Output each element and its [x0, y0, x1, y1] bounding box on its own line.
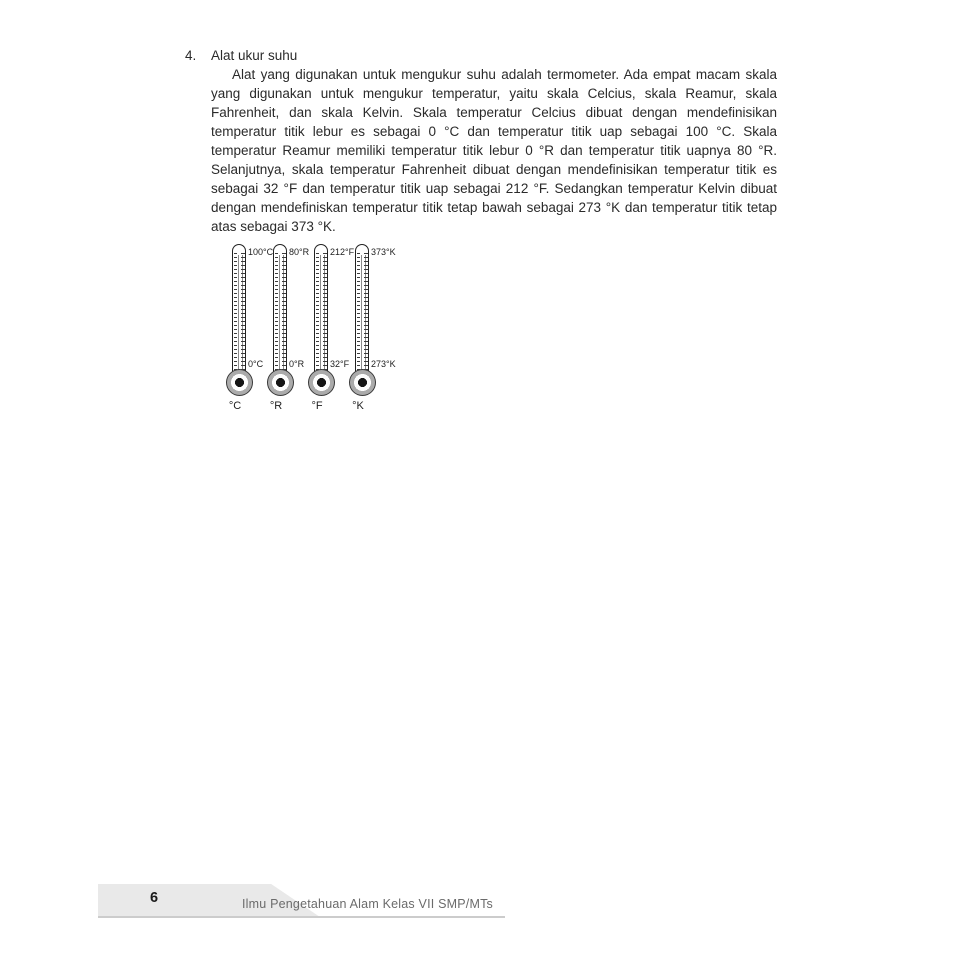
thermometer-bottom-value: 0°R — [289, 359, 305, 369]
thermometer-top-value: 212°F — [330, 247, 355, 257]
thermometer-reamur — [262, 244, 310, 412]
book-title: Ilmu Pengetahuan Alam Kelas VII SMP/MTs — [242, 897, 493, 911]
page-content — [185, 46, 777, 412]
thermometer-tube-icon — [314, 244, 328, 372]
thermometer-top-value: 80°R — [289, 247, 310, 257]
section-title: Alat ukur suhu — [211, 48, 298, 63]
thermometer-bottom-value: 32°F — [330, 359, 350, 369]
thermometer-kelvin — [344, 244, 396, 412]
section-number: 4. — [185, 48, 197, 63]
page-number: 6 — [150, 890, 159, 906]
thermometer-fahrenheit — [303, 244, 355, 412]
thermometer-bottom-value: 273°K — [371, 359, 396, 369]
section-paragraph: Alat yang digunakan untuk mengukur suhu adalah termometer. Ada empat macam skala yang digunakan untuk mengukur temperatur, yaitu skala Celcius, skala Reamur, skala Fahrenheit, dan skala Kelvin. Skala temperatur Celcius dibuat dengan mendefinisikan temperatur titik lebur es sebagai 0 °C dan temperatur titik uap sebagai 100 °C. Skala temperatur Reamur memiliki temperatur titik lebur 0 °R dan temperatur titik uapnya 80 °R. Selanjutnya, skala temperatur Fahrenheit dibuat dengan mendefinisikan temperatur titik es sebagai 32 °F dan temperatur titik uap sebagai 212 °F. Sedangkan temperatur Kelvin dibuat dengan mendefiniskan temperatur titik tetap bawah sebagai 273 °K dan temperatur titik tetap atas sebagai 373 °K. — [211, 67, 777, 234]
thermometer-celcius — [221, 244, 274, 412]
numbered-section — [185, 46, 777, 412]
thermometer-bulb-icon — [226, 369, 253, 396]
thermometer-tube-icon — [355, 244, 369, 372]
thermometer-bottom-value: 0°C — [248, 359, 264, 369]
footer-divider — [98, 916, 505, 918]
thermometer-channel-icon — [238, 255, 243, 372]
thermometer-top-value: 373°K — [371, 247, 396, 257]
thermometer-channel-icon — [361, 255, 366, 372]
thermometer-figure — [221, 244, 777, 412]
thermometer-bulb-icon — [349, 369, 376, 396]
thermometer-top-value: 100°C — [248, 247, 274, 257]
section-body — [211, 46, 777, 412]
thermometer-bulb-icon — [267, 369, 294, 396]
thermometer-unit-label: °K — [352, 400, 364, 412]
thermometer-channel-icon — [279, 255, 284, 372]
thermometer-channel-icon — [320, 255, 325, 372]
thermometer-tube-icon — [273, 244, 287, 372]
thermometer-bulb-icon — [308, 369, 335, 396]
thermometer-unit-label: °F — [311, 400, 323, 412]
thermometer-unit-label: °R — [269, 400, 283, 412]
thermometer-tube-icon — [232, 244, 246, 372]
thermometer-unit-label: °C — [228, 400, 242, 412]
